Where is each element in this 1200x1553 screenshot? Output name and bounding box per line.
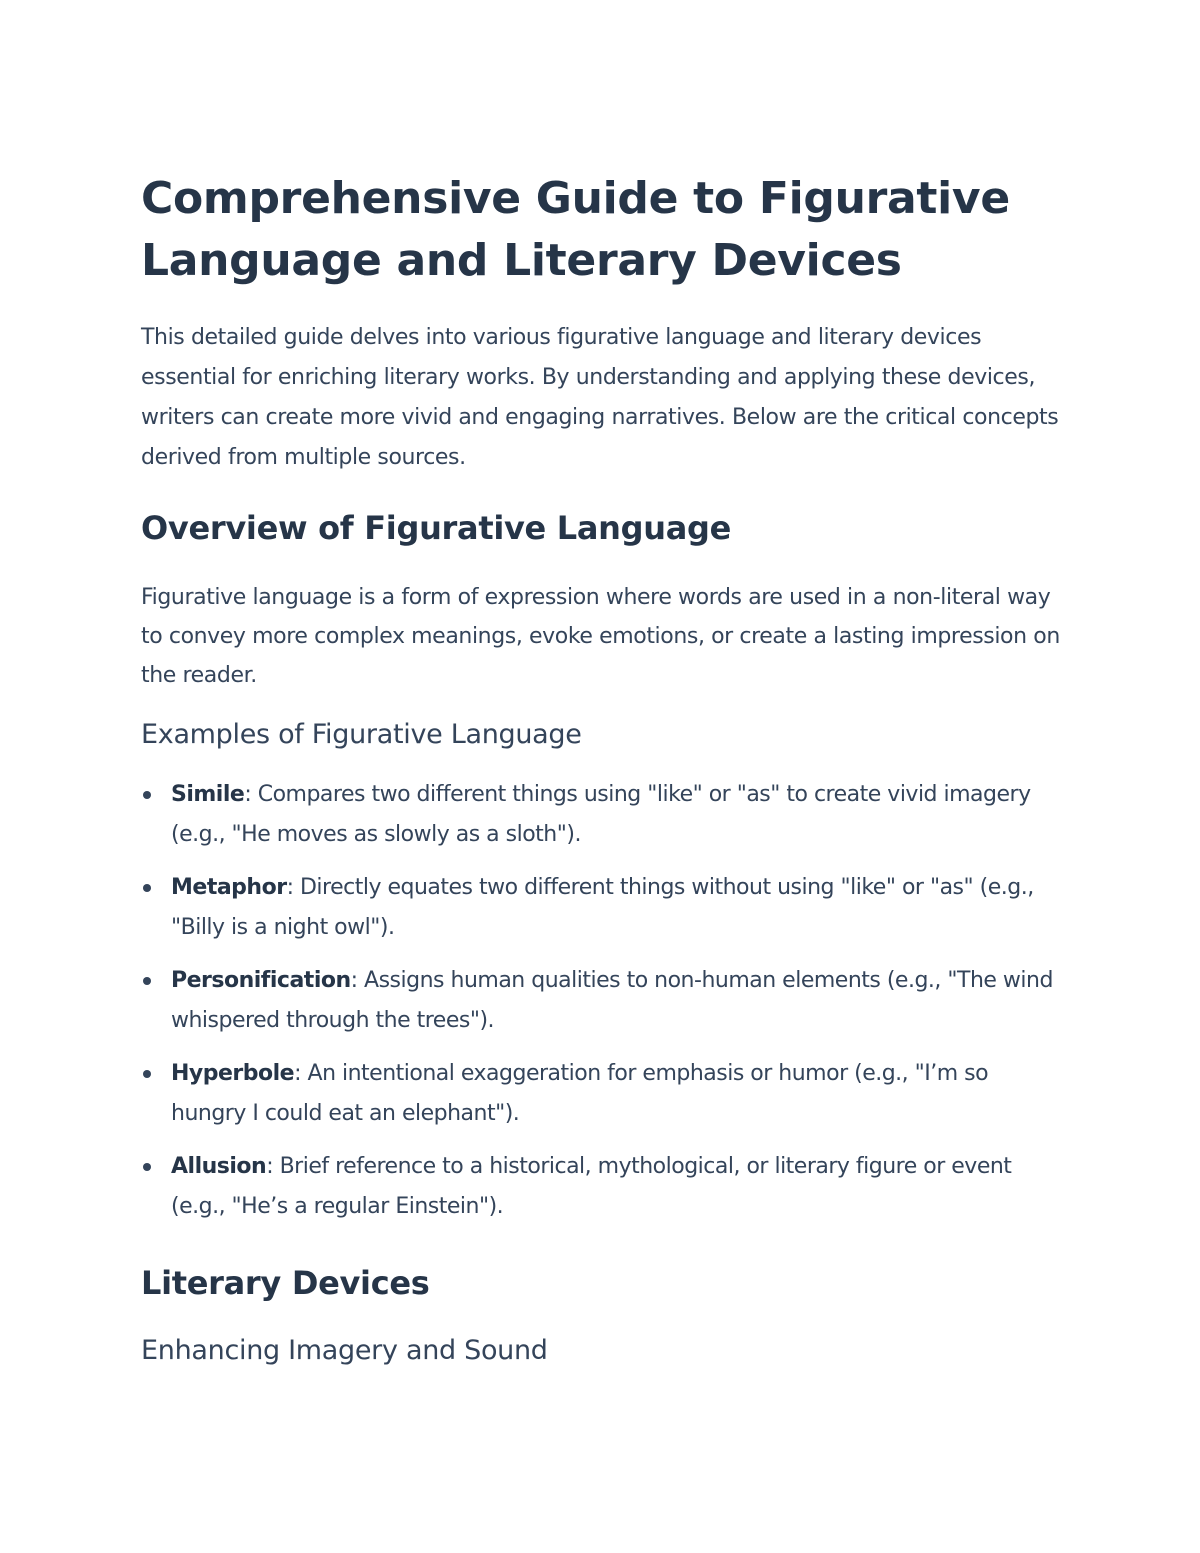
term-description: : Brief reference to a historical, mythological, or literary figure or event (e.g., "He’s a regular Einstein").	[171, 1154, 1012, 1219]
list-item-simile	[141, 775, 1061, 855]
list-item-personification	[141, 961, 1061, 1041]
document-title: Comprehensive Guide to Figurative Language and Literary Devices	[141, 173, 1010, 286]
examples-list	[141, 775, 1061, 1227]
term-description: : Directly equates two different things without using "like" or "as" (e.g., "Billy is a night owl").	[171, 875, 1034, 940]
bullet-icon	[143, 1070, 151, 1078]
intro-paragraph: This detailed guide delves into various figurative language and literary devices essential for enriching literary works. By understanding and applying these devices, writers can create more vivid and engaging narratives. Below are the critical concepts derived from multiple sources.	[141, 325, 1059, 470]
bullet-icon	[143, 1163, 151, 1171]
bullet-icon	[143, 884, 151, 892]
list-item-metaphor	[141, 868, 1061, 948]
term-label: Simile	[171, 782, 245, 807]
term-label: Metaphor	[171, 875, 287, 900]
subheading-examples: Examples of Figurative Language	[141, 719, 582, 750]
term-label: Allusion	[171, 1154, 267, 1179]
term-description: : An intentional exaggeration for emphasis or humor (e.g., "I’m so hungry I could eat an elephant").	[171, 1061, 989, 1126]
bullet-icon	[143, 977, 151, 985]
list-item-allusion	[141, 1147, 1061, 1227]
section-heading-literary-devices: Literary Devices	[141, 1264, 430, 1302]
term-description: : Assigns human qualities to non-human elements (e.g., "The wind whispered through the trees").	[171, 968, 1053, 1033]
document-page	[141, 168, 1061, 1369]
term-label: Personification	[171, 968, 351, 993]
list-item-hyperbole	[141, 1054, 1061, 1134]
overview-paragraph: Figurative language is a form of expression where words are used in a non-literal way to convey more complex meanings, evoke emotions, or create a lasting impression on the reader.	[141, 585, 1060, 688]
bullet-icon	[143, 791, 151, 799]
subheading-enhancing-imagery: Enhancing Imagery and Sound	[141, 1335, 548, 1366]
section-heading-overview: Overview of Figurative Language	[141, 509, 732, 547]
term-label: Hyperbole	[171, 1061, 295, 1086]
term-description: : Compares two different things using "like" or "as" to create vivid imagery (e.g., "He moves as slowly as a sloth").	[171, 782, 1031, 847]
